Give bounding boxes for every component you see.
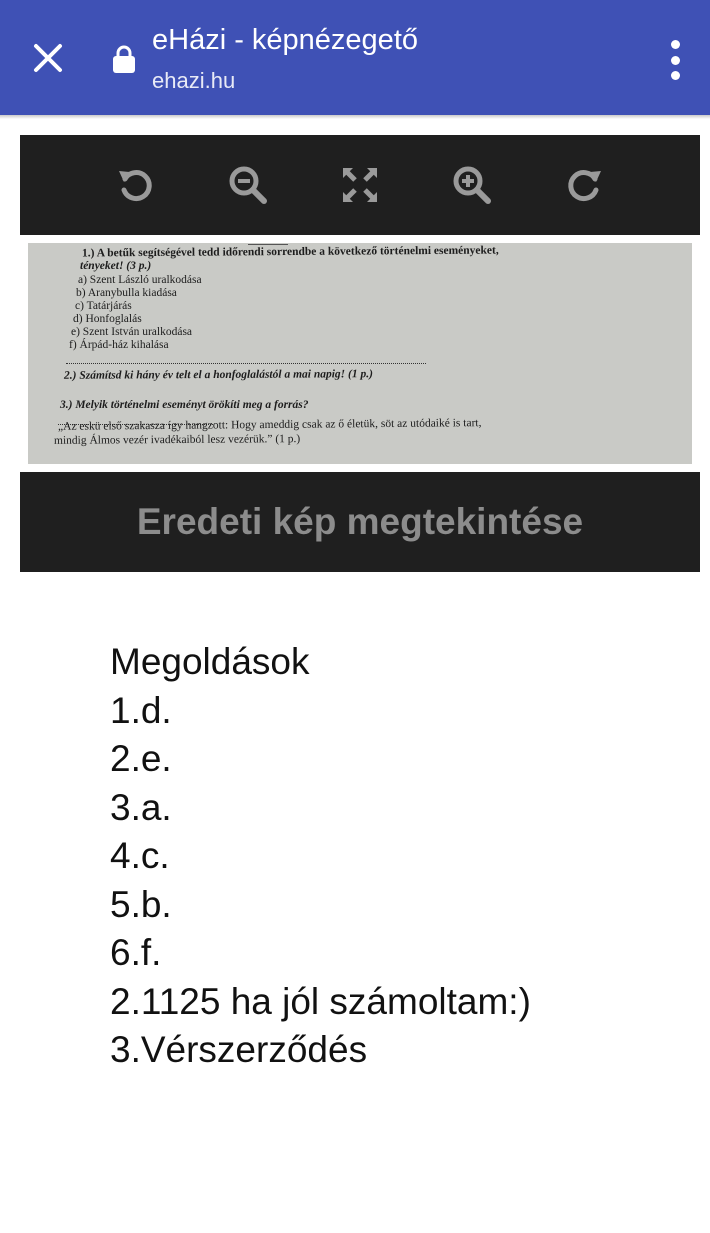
page-title: eHázi - képnézegető (152, 24, 418, 56)
answer-line: 2.1125 ha jól számoltam:) (110, 980, 531, 1022)
answer-line: 3.a. (110, 786, 172, 828)
scan-q3: 3.) Melyik történelmi eseményt örökíti meg a forrás? (60, 399, 309, 411)
image-viewer (20, 135, 700, 572)
answers-heading: Megoldások (110, 641, 310, 682)
scan-option-a: a) Szent László uralkodása (78, 274, 202, 286)
app-header (0, 0, 710, 115)
lock-icon (112, 44, 136, 74)
scan-option-d: d) Honfoglalás (73, 313, 142, 325)
rotate-left-icon[interactable] (114, 163, 158, 207)
scan-option-b: b) Aranybulla kiadása (76, 287, 177, 299)
viewer-toolbar (20, 135, 700, 235)
close-icon[interactable] (26, 36, 70, 80)
scan-q1-line2: tényeket! (3 p.) (80, 260, 152, 272)
answer-text (110, 638, 670, 1075)
answer-line: 5.b. (110, 883, 172, 925)
answer-line: 2.e. (110, 738, 172, 779)
scan-q2: 2.) Számítsd ki hány év telt el a honfoglalástól a mai napig! (1 p.) (63, 368, 373, 382)
answer-line: 6.f. (110, 932, 162, 973)
fullscreen-icon[interactable] (338, 163, 382, 207)
zoom-out-icon[interactable] (226, 163, 270, 207)
header-shadow (0, 115, 710, 119)
scan-q1-line1: 1.) A betűk segítségével tedd időrendi sorrendbe a következő történelmi eseményeket, (81, 244, 499, 260)
view-original-button[interactable]: Eredeti kép megtekintése (136, 501, 584, 542)
zoom-in-icon[interactable] (450, 163, 494, 207)
image-frame (20, 235, 700, 472)
answer-line: 4.c. (110, 835, 170, 876)
scan-option-e: e) Szent István uralkodása (71, 326, 193, 338)
answer-line: 1.d. (110, 689, 172, 731)
scan-option-f: f) Árpád-ház kihalása (69, 339, 169, 351)
answer-line: 3.Vérszerződés (110, 1029, 368, 1070)
scan-quote-line1: „Az eskü első szakasza így hangzott: Hogy ameddig csak az ő életük, söt az utódaiké is tart, (57, 417, 482, 433)
scan-option-c: c) Tatárjárás (75, 300, 132, 312)
worksheet-photo[interactable] (28, 243, 692, 464)
page-url: ehazi.hu (152, 68, 236, 93)
scan-quote-line2: mindig Álmos vezér ivadékaiból lesz vezérük.” (1 p.) (53, 433, 301, 447)
rotate-right-icon[interactable] (562, 163, 606, 207)
more-vert-icon[interactable] (660, 40, 690, 80)
